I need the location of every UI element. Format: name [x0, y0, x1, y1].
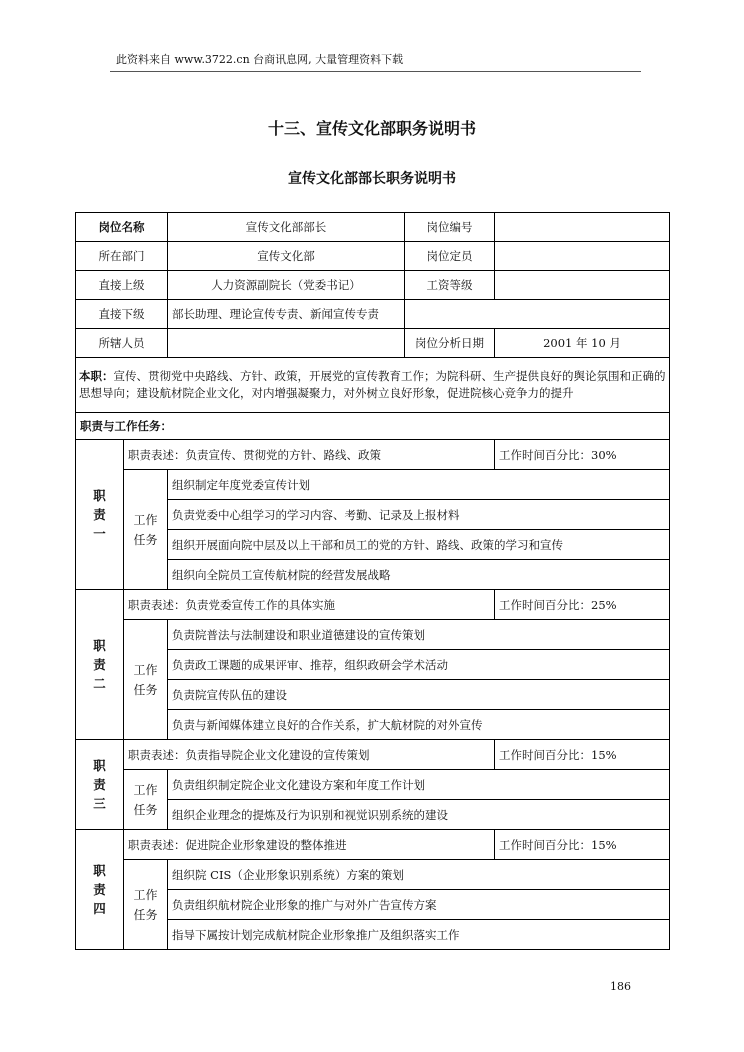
summary-row — [76, 358, 670, 413]
task-label — [124, 860, 168, 950]
duty-label-char: 二 — [93, 676, 106, 691]
job-description-table — [75, 212, 670, 950]
duty-task: 负责与新闻媒体建立良好的合作关系，扩大航材院的对外宣传 — [168, 710, 670, 740]
duty-label-char: 责 — [93, 882, 106, 897]
task-label-line: 任务 — [133, 682, 158, 697]
info-row-job-name — [76, 213, 670, 242]
superior-value: 人力资源副院长（党委书记） — [168, 271, 405, 300]
duty-task-row — [76, 470, 670, 500]
staff-value — [495, 242, 670, 271]
summary-text: 宣传、贯彻党中央路线、方针、政策，开展党的宣传教育工作；为院科研、生产提供良好的舆论氛围和正确的思想导向；建设航材院企业文化，对内增强凝聚力，对外树立良好形象，促进院核心竞争力的提升 — [79, 369, 666, 400]
duty-task-row — [76, 860, 670, 890]
duty-time-percent: 工作时间百分比：30% — [495, 440, 670, 470]
duty-task-row — [76, 770, 670, 800]
duty-task: 指导下属按计划完成航材院企业形象推广及组织落实工作 — [168, 920, 670, 950]
duty-task: 组织开展面向院中层及以上干部和员工的党的方针、路线、政策的学习和宣传 — [168, 530, 670, 560]
duty-task: 负责党委中心组学习的学习内容、考勤、记录及上报材料 — [168, 500, 670, 530]
dept-value: 宣传文化部 — [168, 242, 405, 271]
duty-task-row — [76, 620, 670, 650]
duty-label-char: 一 — [93, 526, 106, 541]
duty-task: 负责组织制定院企业文化建设方案和年度工作计划 — [168, 770, 670, 800]
duties-header: 职责与工作任务： — [76, 413, 670, 440]
duty-label — [76, 440, 124, 590]
document-title: 十三、宣传文化部职务说明书 — [267, 119, 476, 138]
duty-statement: 职责表述：负责指导院企业文化建设的宣传策划 — [124, 740, 495, 770]
duty-task: 负责院宣传队伍的建设 — [168, 680, 670, 710]
job-no-label: 岗位编号 — [405, 213, 495, 242]
job-name-label: 岗位名称 — [76, 213, 168, 242]
duty-statement: 职责表述：负责宣传、贯彻党的方针、路线、政策 — [124, 440, 495, 470]
info-row-subordinate — [76, 300, 670, 329]
duty-time-percent: 工作时间百分比：15% — [495, 740, 670, 770]
summary-cell — [76, 358, 670, 413]
duty-task: 负责政工课题的成果评审、推荐，组织政研会学术活动 — [168, 650, 670, 680]
task-label-line: 工作 — [133, 782, 158, 797]
duty-statement-row — [76, 590, 670, 620]
grade-value — [495, 271, 670, 300]
subordinate-value: 部长助理、理论宣传专责、新闻宣传专责 — [168, 300, 405, 329]
subordinate-empty — [405, 300, 670, 329]
jurisdiction-label: 所辖人员 — [76, 329, 168, 358]
task-label-line: 工作 — [133, 512, 158, 527]
task-label-line: 任务 — [133, 532, 158, 547]
duty-statement: 职责表述：负责党委宣传工作的具体实施 — [124, 590, 495, 620]
page-number: 186 — [610, 980, 631, 993]
duty-label-char: 责 — [93, 657, 106, 672]
duty-label — [76, 830, 124, 950]
subordinate-label: 直接下级 — [76, 300, 168, 329]
staff-label: 岗位定员 — [405, 242, 495, 271]
duty-statement: 职责表述：促进院企业形象建设的整体推进 — [124, 830, 495, 860]
duty-label-char: 职 — [93, 638, 106, 653]
duty-time-percent: 工作时间百分比：15% — [495, 830, 670, 860]
jurisdiction-value — [168, 329, 405, 358]
duty-label-char: 职 — [93, 758, 106, 773]
analysis-date-label: 岗位分析日期 — [405, 329, 495, 358]
duty-label — [76, 740, 124, 830]
dept-label: 所在部门 — [76, 242, 168, 271]
info-row-jurisdiction — [76, 329, 670, 358]
analysis-date-value: 2001 年 10 月 — [495, 329, 670, 358]
duty-statement-row — [76, 740, 670, 770]
task-label — [124, 620, 168, 740]
duty-task: 组织制定年度党委宣传计划 — [168, 470, 670, 500]
task-label-line: 工作 — [133, 662, 158, 677]
page-header: 此资料来自 www.3722.cn 台商讯息网, 大量管理资料下载 — [110, 53, 641, 72]
duties-header-row — [76, 413, 670, 440]
document-subtitle: 宣传文化部部长职务说明书 — [288, 171, 456, 187]
grade-label: 工资等级 — [405, 271, 495, 300]
job-no-value — [495, 213, 670, 242]
duty-label-char: 职 — [93, 863, 106, 878]
task-label-line: 工作 — [133, 887, 158, 902]
duty-label-char: 四 — [93, 901, 106, 916]
job-name-value: 宣传文化部部长 — [168, 213, 405, 242]
duty-time-percent: 工作时间百分比：25% — [495, 590, 670, 620]
duty-label-char: 三 — [93, 796, 106, 811]
duty-task: 组织向全院员工宣传航材院的经营发展战略 — [168, 560, 670, 590]
task-label — [124, 470, 168, 590]
task-label-line: 任务 — [133, 907, 158, 922]
task-label-line: 任务 — [133, 802, 158, 817]
duty-statement-row — [76, 440, 670, 470]
duty-label-char: 责 — [93, 777, 106, 792]
duty-label-char: 职 — [93, 488, 106, 503]
summary-label: 本职： — [79, 369, 114, 383]
info-row-dept — [76, 242, 670, 271]
duty-task: 组织院 CIS（企业形象识别系统）方案的策划 — [168, 860, 670, 890]
duty-task: 组织企业理念的提炼及行为识别和视觉识别系统的建设 — [168, 800, 670, 830]
duty-label — [76, 590, 124, 740]
duty-label-char: 责 — [93, 507, 106, 522]
duty-statement-row — [76, 830, 670, 860]
duty-task: 负责院普法与法制建设和职业道德建设的宣传策划 — [168, 620, 670, 650]
duties-body — [76, 440, 670, 950]
task-label — [124, 770, 168, 830]
info-row-superior — [76, 271, 670, 300]
superior-label: 直接上级 — [76, 271, 168, 300]
duty-task: 负责组织航材院企业形象的推广与对外广告宣传方案 — [168, 890, 670, 920]
